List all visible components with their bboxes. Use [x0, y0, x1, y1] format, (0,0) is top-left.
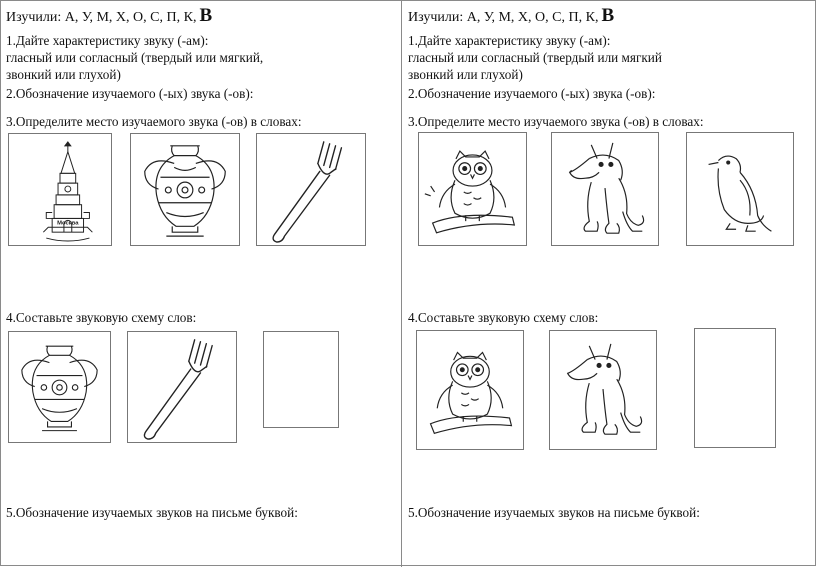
owl-picture	[418, 132, 527, 246]
left-card	[1, 1, 397, 567]
right-card	[403, 1, 799, 567]
fork-icon	[128, 332, 236, 442]
fork-picture-2	[127, 331, 237, 443]
title-line	[408, 7, 614, 26]
wolf-icon	[550, 331, 656, 449]
task1-line3: звонкий или глухой)	[408, 67, 523, 82]
task4-text: 4.Составьте звуковую схему слов:	[6, 310, 197, 325]
task5-text: 5.Обозначение изучаемых звуков на письме буквой:	[408, 505, 700, 520]
task1-line1: 1.Дайте характеристику звуку (-ам):	[408, 33, 611, 48]
empty-answer-box[interactable]	[263, 331, 339, 428]
vase-icon	[9, 332, 110, 442]
task3-text: 3.Определите место изучаемого звука (-ов) в словах:	[408, 114, 704, 129]
wolf-picture-2	[549, 330, 657, 450]
kremlin-tower-icon	[9, 134, 111, 245]
wolf-icon	[552, 133, 658, 245]
kremlin-caption: Москва	[57, 220, 79, 227]
task1-line2: гласный или согласный (твердый или мягкий	[408, 50, 662, 65]
kremlin-tower-picture	[8, 133, 112, 246]
vase-icon	[131, 134, 239, 245]
vase-picture-2	[8, 331, 111, 443]
penguin-picture	[686, 132, 794, 246]
task5-text: 5.Обозначение изучаемых звуков на письме буквой:	[6, 505, 298, 520]
task1-line1: 1.Дайте характеристику звуку (-ам):	[6, 33, 209, 48]
title-prefix: Изучили: А, У, М, Х, О, С, П, К,	[6, 10, 197, 25]
vase-picture	[130, 133, 240, 246]
task2-text: 2.Обозначение изучаемого (-ых) звука (-ов):	[6, 86, 254, 101]
owl-icon	[419, 133, 526, 245]
fork-picture	[256, 133, 366, 246]
task3-text: 3.Определите место изучаемого звука (-ов) в словах:	[6, 114, 302, 129]
wolf-picture	[551, 132, 659, 246]
owl-picture-2	[416, 330, 524, 450]
fork-icon	[257, 134, 365, 245]
title-prefix: Изучили: А, У, М, Х, О, С, П, К,	[408, 10, 599, 25]
empty-answer-box[interactable]	[694, 328, 776, 448]
task1-line2: гласный или согласный (твердый или мягкий,	[6, 50, 264, 65]
task1-line3: звонкий или глухой)	[6, 67, 121, 82]
penguin-icon	[687, 133, 793, 245]
title-line	[6, 7, 212, 26]
title-letter: В	[199, 5, 213, 26]
task4-text: 4.Составьте звуковую схему слов:	[408, 310, 599, 325]
owl-icon	[417, 331, 523, 449]
center-divider	[401, 1, 402, 567]
title-letter: В	[601, 5, 615, 26]
task2-text: 2.Обозначение изучаемого (-ых) звука (-ов):	[408, 86, 656, 101]
